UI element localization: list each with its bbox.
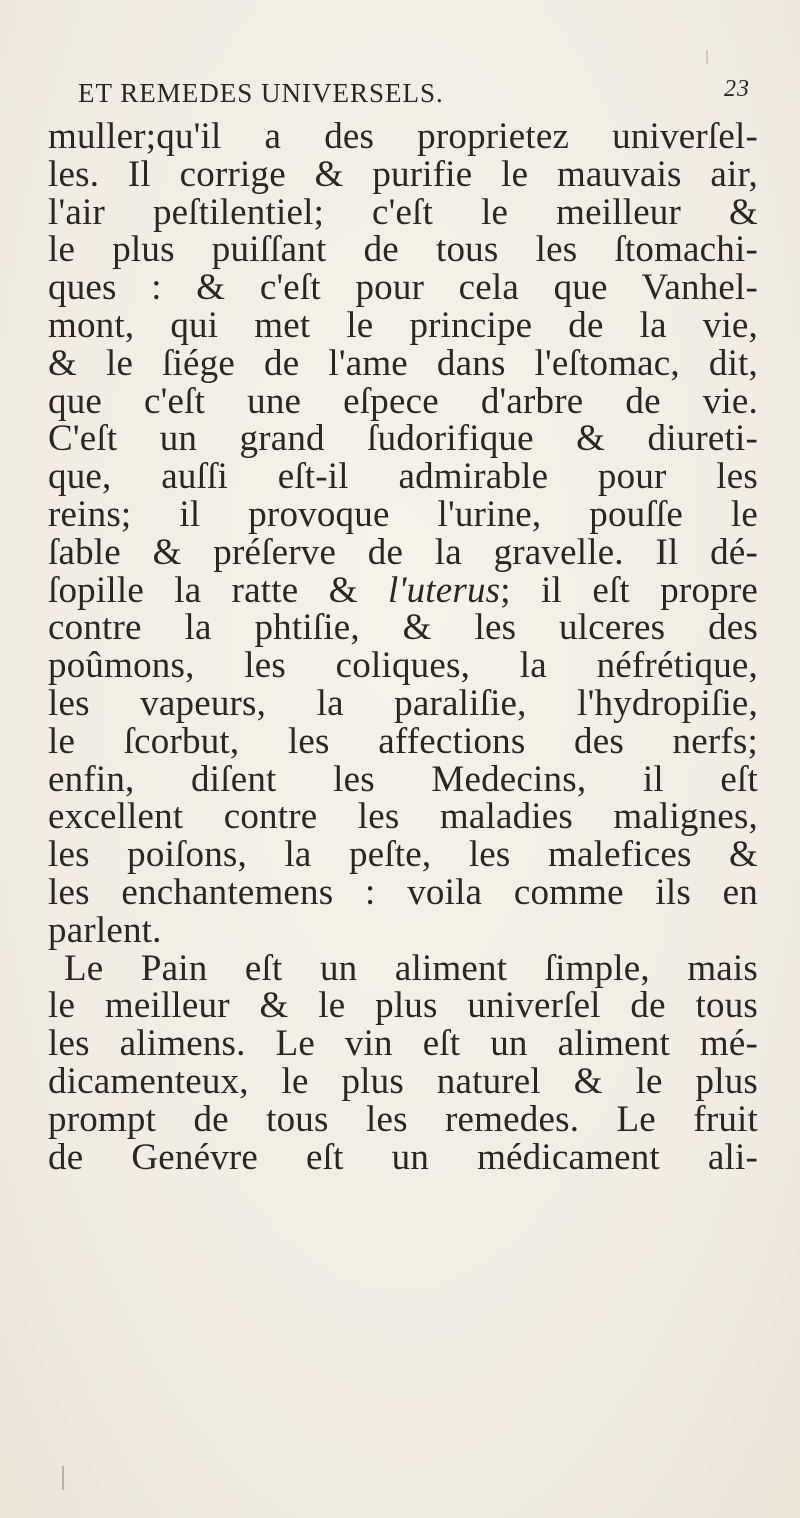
text-line: le ſcorbut, les affections des nerfs; — [48, 720, 758, 762]
paper-mark — [62, 1466, 64, 1490]
text-line: les. Il corrige & purifie le mauvais air, — [48, 153, 758, 195]
text-line: le meilleur & le plus univerſel de tous — [48, 985, 758, 1027]
text-line: prompt de tous les remedes. Le fruit — [48, 1098, 758, 1140]
paper-mark — [706, 50, 708, 64]
text-line: les vapeurs, la paraliſie, l'hydropiſie, — [48, 682, 758, 724]
text-line: l'air peſtilentiel; c'eſt le meilleur & — [48, 191, 758, 233]
running-title: ET REMEDES UNIVERSELS. — [78, 78, 444, 108]
text-line: de Genévre eſt un médicament ali- — [48, 1136, 758, 1178]
text-line: C'eſt un grand ſudorifique & diureti- — [48, 418, 758, 460]
body-text — [48, 118, 758, 1176]
page-number: 23 — [724, 76, 750, 102]
text-line-mixed — [48, 569, 758, 611]
text-segment: ; il eſt propre — [500, 569, 758, 611]
text-line: dicamenteux, le plus naturel & le plus — [48, 1060, 758, 1102]
text-line: contre la phtiſie, & les ulceres des — [48, 607, 758, 649]
italic-term: l'uterus — [387, 569, 501, 611]
text-line: ſable & préſerve de la gravelle. Il dé- — [48, 531, 758, 573]
text-line: que, auſſi eſt-il admirable pour les — [48, 456, 758, 498]
text-line: & le ſiége de l'ame dans l'eſtomac, dit, — [48, 342, 758, 384]
text-line: excellent contre les maladies malignes, — [48, 796, 758, 838]
text-line: enfin, diſent les Medecins, il eſt — [48, 758, 758, 800]
text-line: mont, qui met le principe de la vie, — [48, 304, 758, 346]
text-line: que c'eſt une eſpece d'arbre de vie. — [48, 380, 758, 422]
text-line: les alimens. Le vin eſt un aliment mé- — [48, 1023, 758, 1065]
text-line: reins; il provoque l'urine, pouſſe le — [48, 493, 758, 535]
text-line: les poiſons, la peſte, les malefices & — [48, 834, 758, 876]
text-line: ques : & c'eſt pour cela que Vanhel- — [48, 267, 758, 309]
text-line: le plus puiſſant de tous les ſtomachi- — [48, 229, 758, 271]
text-line: parlent. — [48, 909, 162, 951]
text-line: muller;qu'il a des proprietez univerſel- — [48, 116, 758, 157]
text-segment: ſopille la ratte & — [48, 569, 388, 611]
text-line: les enchantemens : voila comme ils en — [48, 871, 758, 913]
text-line: Le Pain eſt un aliment ſimple, mais — [64, 947, 758, 989]
text-line: poûmons, les coliques, la néfrétique, — [48, 645, 758, 687]
running-head — [60, 76, 750, 116]
